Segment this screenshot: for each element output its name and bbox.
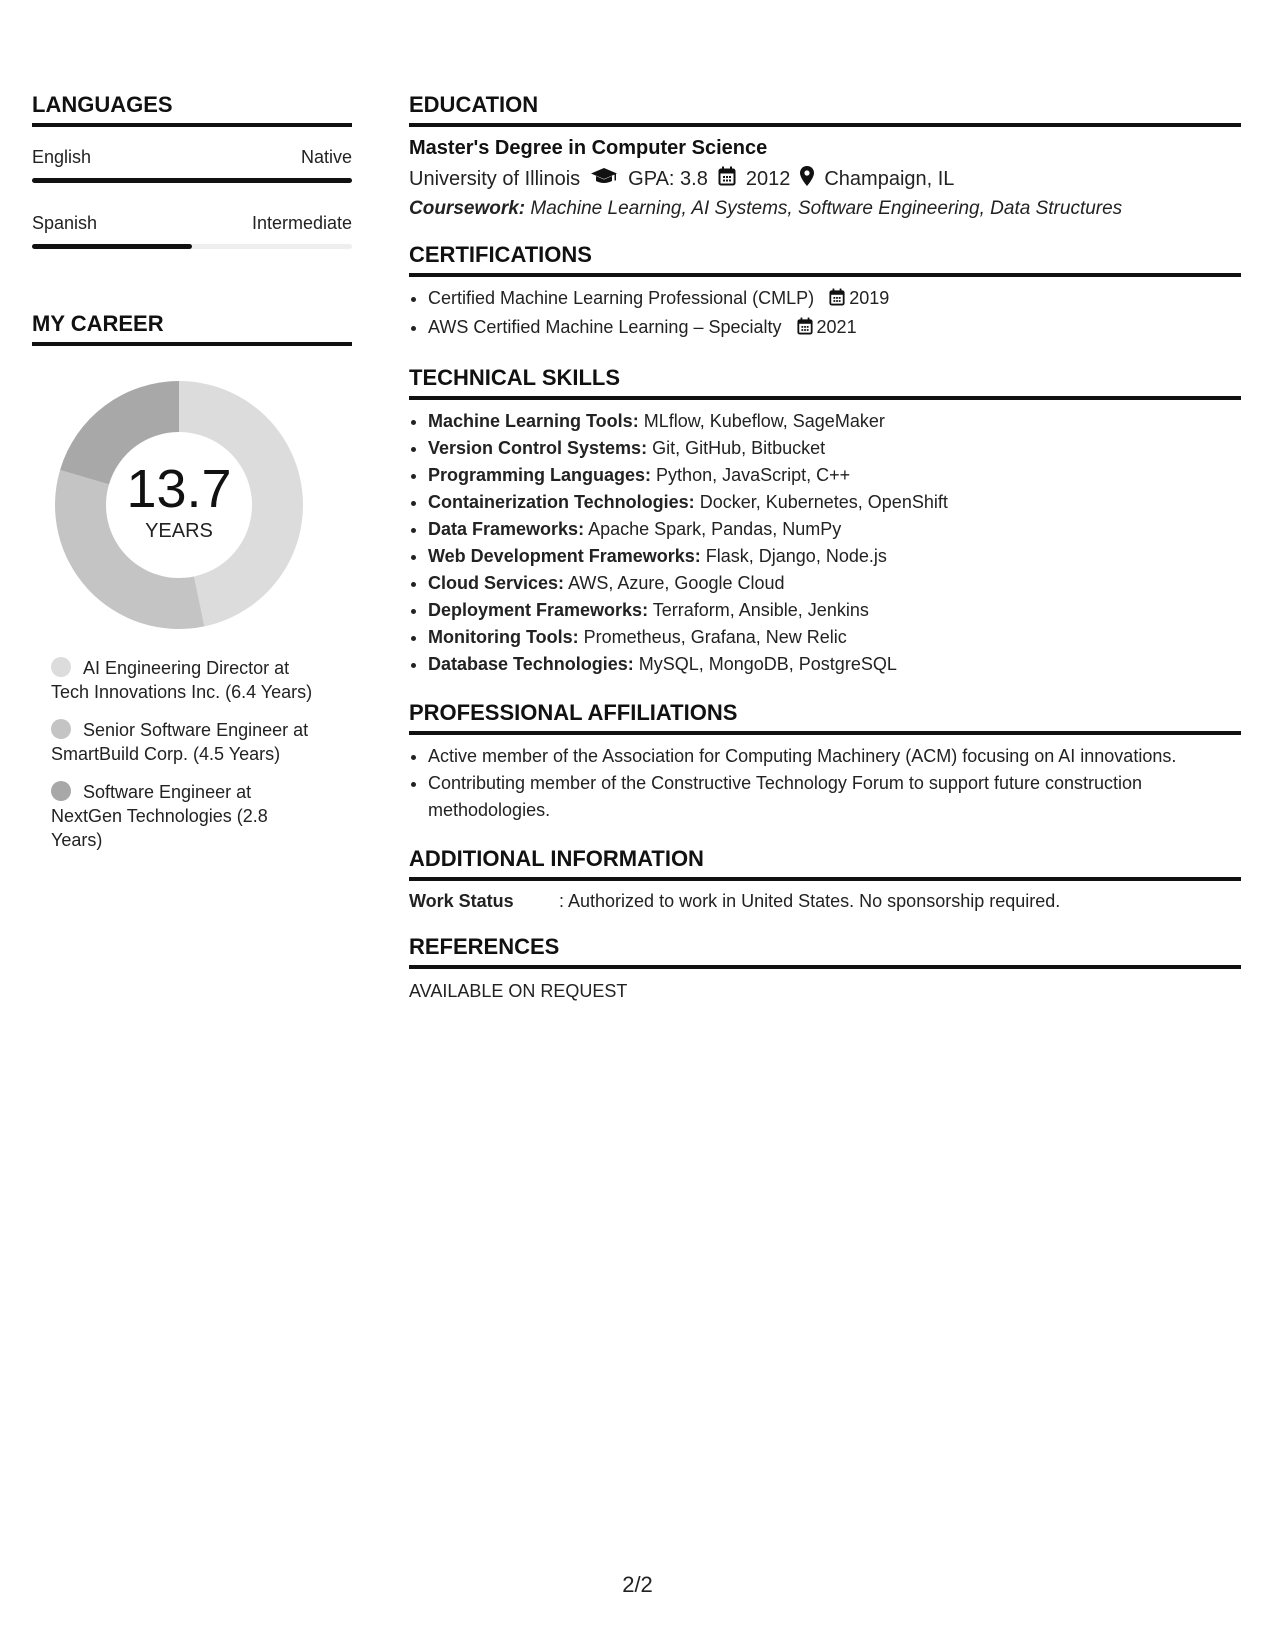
skills-list bbox=[409, 408, 1241, 678]
page-number: 2/2 bbox=[622, 1572, 653, 1597]
skill-item bbox=[428, 624, 1241, 651]
career-section bbox=[32, 311, 352, 852]
gpa: GPA: 3.8 bbox=[628, 167, 708, 190]
skill-value: Docker, Kubernetes, OpenShift bbox=[699, 492, 948, 512]
skill-label: Version Control Systems: bbox=[428, 438, 648, 458]
affiliation-item: • Active member of the Association for Computing Machinery (ACM) focusing on AI innovations. bbox=[428, 743, 1241, 770]
role-text: Software Engineer at NextGen Technologies (2.8 Years) bbox=[51, 782, 268, 850]
career-donut-chart bbox=[54, 380, 304, 630]
skill-item bbox=[428, 543, 1241, 570]
affiliation-item: • Contributing member of the Constructive Technology Forum to support future construction methodologies. bbox=[428, 770, 1241, 824]
left-column bbox=[32, 92, 352, 866]
work-status-value: : Authorized to work in United States. No sponsorship required. bbox=[559, 891, 1061, 911]
affiliations-section bbox=[409, 700, 1241, 824]
skill-value: AWS, Azure, Google Cloud bbox=[568, 573, 785, 593]
certifications-section bbox=[409, 242, 1241, 343]
skill-item bbox=[428, 435, 1241, 462]
school-name: University of Illinois bbox=[409, 167, 581, 190]
certification-item bbox=[428, 285, 1241, 314]
certifications-list bbox=[409, 285, 1241, 343]
certification-year: 2019 bbox=[849, 288, 890, 308]
language-name: Spanish bbox=[32, 213, 98, 233]
skill-value: Python, JavaScript, C++ bbox=[656, 465, 851, 485]
career-role-item bbox=[51, 656, 326, 704]
education-entry bbox=[409, 137, 1241, 220]
career-total-value: 13.7 bbox=[126, 459, 232, 519]
language-proficiency-fill bbox=[32, 178, 352, 183]
skill-label: Containerization Technologies: bbox=[428, 492, 695, 512]
graduation-cap-icon bbox=[590, 167, 618, 191]
calendar-icon bbox=[797, 316, 813, 343]
role-text: AI Engineering Director at Tech Innovations Inc. (6.4 Years) bbox=[51, 658, 313, 702]
calendar-icon bbox=[829, 287, 845, 314]
coursework-label: Coursework: bbox=[409, 198, 526, 219]
skill-label: Database Technologies: bbox=[428, 654, 634, 674]
role-color-dot bbox=[51, 657, 71, 677]
skill-item bbox=[428, 570, 1241, 597]
additional-info-title: ADDITIONAL INFORMATION bbox=[409, 846, 1241, 881]
skill-value: Apache Spark, Pandas, NumPy bbox=[588, 519, 842, 539]
graduation-year: 2012 bbox=[745, 167, 791, 190]
references-section bbox=[409, 934, 1241, 1002]
affiliations-list bbox=[409, 743, 1241, 824]
skill-label: Web Development Frameworks: bbox=[428, 546, 701, 566]
language-level: Intermediate bbox=[251, 213, 352, 233]
certifications-title: CERTIFICATIONS bbox=[409, 242, 1241, 277]
skill-value: Terraform, Ansible, Jenkins bbox=[652, 600, 869, 620]
additional-info-section bbox=[409, 846, 1241, 912]
degree-name: Master's Degree in Computer Science bbox=[409, 137, 768, 159]
education-title: EDUCATION bbox=[409, 92, 1241, 127]
role-color-dot bbox=[51, 719, 71, 739]
certification-name: AWS Certified Machine Learning – Specialty bbox=[428, 317, 782, 337]
language-proficiency-fill bbox=[32, 244, 192, 249]
skill-item bbox=[428, 597, 1241, 624]
skill-label: Machine Learning Tools: bbox=[428, 411, 639, 431]
education-details bbox=[409, 166, 1241, 192]
skill-label: Cloud Services: bbox=[428, 573, 565, 593]
certification-name: Certified Machine Learning Professional (CMLP) bbox=[428, 288, 815, 308]
career-role-item bbox=[51, 780, 291, 852]
language-item-spanish bbox=[32, 213, 352, 249]
skill-value: Prometheus, Grafana, New Relic bbox=[583, 627, 847, 647]
languages-title: LANGUAGES bbox=[32, 92, 352, 127]
language-item-english bbox=[32, 147, 352, 183]
skill-value: MLflow, Kubeflow, SageMaker bbox=[643, 411, 885, 431]
language-level: Native bbox=[300, 147, 352, 167]
career-title: MY CAREER bbox=[32, 311, 352, 346]
right-column bbox=[409, 92, 1241, 1002]
career-legend bbox=[51, 656, 352, 852]
skills-title: TECHNICAL SKILLS bbox=[409, 365, 1241, 400]
work-status-label: Work Status bbox=[409, 891, 514, 911]
skill-label: Data Frameworks: bbox=[428, 519, 585, 539]
skill-item bbox=[428, 651, 1241, 678]
skill-value: MySQL, MongoDB, PostgreSQL bbox=[638, 654, 897, 674]
references-text: AVAILABLE ON REQUEST bbox=[409, 981, 628, 1001]
certification-item bbox=[428, 314, 1241, 343]
skill-item bbox=[428, 408, 1241, 435]
coursework bbox=[409, 198, 1241, 220]
skill-label: Programming Languages: bbox=[428, 465, 652, 485]
map-pin-icon bbox=[800, 166, 814, 192]
skill-item bbox=[428, 462, 1241, 489]
skill-item bbox=[428, 489, 1241, 516]
references-title: REFERENCES bbox=[409, 934, 1241, 969]
skill-item bbox=[428, 516, 1241, 543]
skills-section bbox=[409, 365, 1241, 678]
language-proficiency-bar bbox=[32, 244, 352, 249]
coursework-list: Machine Learning, AI Systems, Software Engineering, Data Structures bbox=[530, 198, 1123, 219]
role-text: Senior Software Engineer at SmartBuild Corp. (4.5 Years) bbox=[51, 720, 309, 764]
skill-value: Flask, Django, Node.js bbox=[705, 546, 887, 566]
education-location: Champaign, IL bbox=[824, 167, 955, 190]
role-color-dot bbox=[51, 781, 71, 801]
language-name: English bbox=[32, 147, 92, 167]
career-total-unit: YEARS bbox=[145, 520, 213, 542]
skill-value: Git, GitHub, Bitbucket bbox=[652, 438, 826, 458]
skill-label: Deployment Frameworks: bbox=[428, 600, 649, 620]
career-total bbox=[54, 460, 304, 543]
work-status bbox=[409, 891, 1241, 912]
calendar-icon bbox=[718, 166, 736, 192]
language-proficiency-bar bbox=[32, 178, 352, 183]
career-role-item bbox=[51, 718, 326, 766]
affiliations-title: PROFESSIONAL AFFILIATIONS bbox=[409, 700, 1241, 735]
skill-label: Monitoring Tools: bbox=[428, 627, 579, 647]
certification-year: 2021 bbox=[816, 317, 857, 337]
